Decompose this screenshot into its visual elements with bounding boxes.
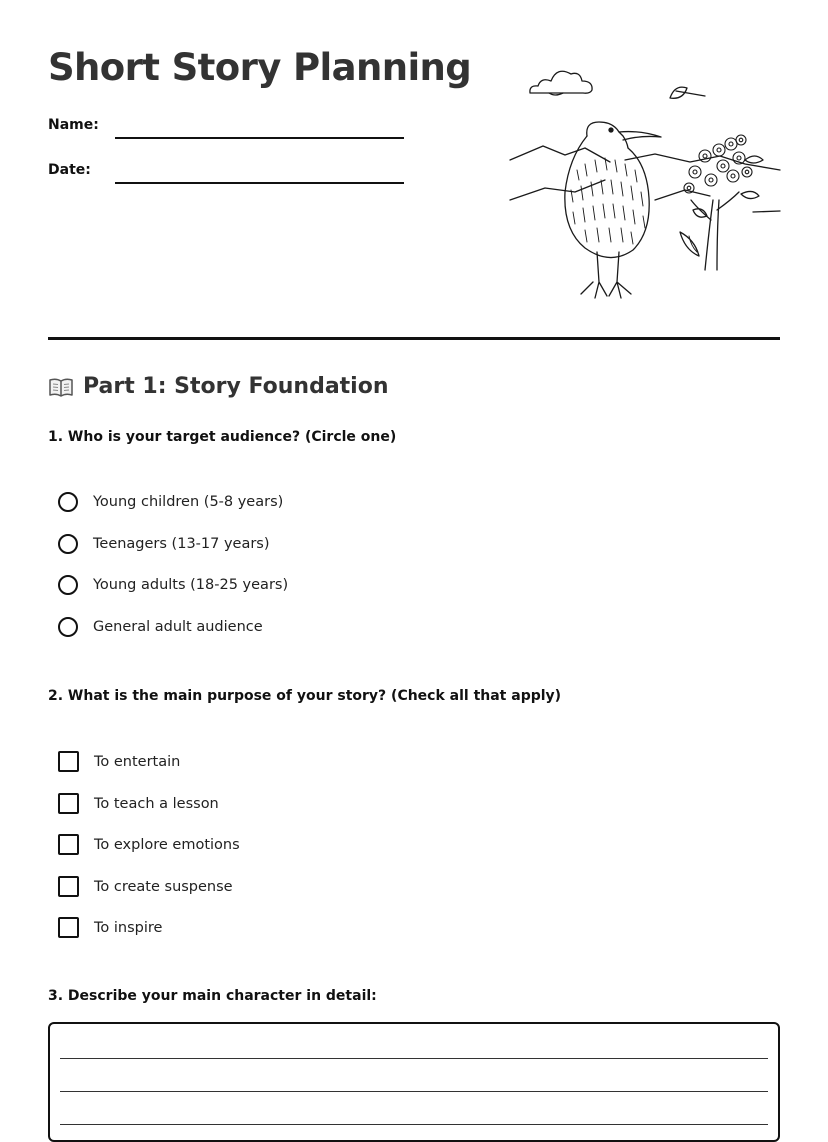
option-label: General adult audience xyxy=(93,619,263,635)
radio-circle[interactable] xyxy=(58,492,78,512)
section-divider xyxy=(48,337,780,340)
audience-option[interactable] xyxy=(58,617,263,637)
writing-line xyxy=(60,1091,768,1092)
part1-heading xyxy=(48,374,389,399)
checkbox[interactable] xyxy=(58,793,79,814)
date-input-line[interactable] xyxy=(115,182,404,184)
name-input-line[interactable] xyxy=(115,137,404,139)
radio-circle[interactable] xyxy=(58,617,78,637)
page-title: Short Story Planning xyxy=(48,46,472,89)
audience-option[interactable] xyxy=(58,534,270,554)
option-label: To create suspense xyxy=(94,878,233,895)
purpose-option[interactable] xyxy=(58,834,240,855)
audience-option[interactable] xyxy=(58,575,288,595)
radio-circle[interactable] xyxy=(58,575,78,595)
question-1: 1. Who is your target audience? (Circle one) xyxy=(48,429,397,445)
question-3: 3. Describe your main character in detail: xyxy=(48,988,377,1004)
option-label: To explore emotions xyxy=(94,836,240,853)
purpose-option[interactable] xyxy=(58,793,219,814)
question-2: 2. What is the main purpose of your story? (Check all that apply) xyxy=(48,688,562,704)
open-book-icon xyxy=(48,376,74,398)
radio-circle[interactable] xyxy=(58,534,78,554)
option-label: To teach a lesson xyxy=(94,795,219,812)
name-label: Name: xyxy=(48,117,99,133)
purpose-option[interactable] xyxy=(58,917,162,938)
option-label: To inspire xyxy=(94,919,163,936)
part1-title: Part 1: Story Foundation xyxy=(83,374,389,399)
checkbox[interactable] xyxy=(58,917,79,938)
option-label: Young children (5-8 years) xyxy=(93,494,284,510)
date-label: Date: xyxy=(48,162,91,178)
character-answer-box[interactable] xyxy=(48,1022,780,1142)
audience-option[interactable] xyxy=(58,492,283,512)
checkbox[interactable] xyxy=(58,876,79,897)
option-label: Young adults (18-25 years) xyxy=(93,577,289,593)
purpose-option[interactable] xyxy=(58,876,233,897)
option-label: Teenagers (13-17 years) xyxy=(93,536,270,552)
writing-line xyxy=(60,1124,768,1125)
kiwi-bird-illustration xyxy=(505,60,785,305)
checkbox[interactable] xyxy=(58,834,79,855)
writing-line xyxy=(60,1058,768,1059)
purpose-option[interactable] xyxy=(58,751,180,772)
checkbox[interactable] xyxy=(58,751,79,772)
option-label: To entertain xyxy=(94,753,181,770)
